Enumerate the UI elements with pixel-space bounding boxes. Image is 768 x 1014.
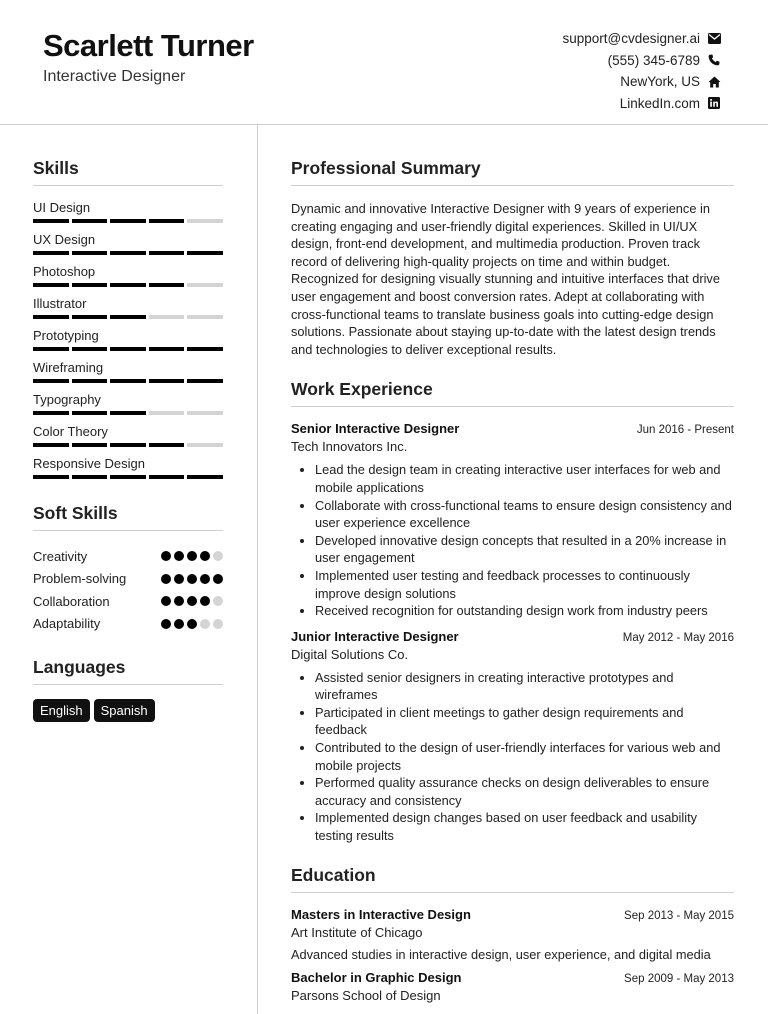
skill-level-segment: [72, 283, 108, 287]
skill-level-segment: [33, 347, 69, 351]
skill-item: [33, 232, 223, 264]
job-dates: Jun 2016 - Present: [636, 424, 734, 437]
soft-skill-item: [33, 590, 223, 613]
work-heading: Work Experience: [291, 379, 734, 407]
education-entry: [291, 970, 734, 1003]
skill-level-segment: [149, 315, 185, 319]
soft-skill-rating: [161, 551, 223, 561]
rating-dot: [200, 551, 210, 561]
summary-text: Dynamic and innovative Interactive Designer with 9 years of experience in creating engaging and user-friendly digital experiences. Skilled in UI/UX design, front-end development, and multimedia production. Proven track record of delivering high-quality projects on time and within budget. Recognized for designing visually stunning and intuitive interfaces that drive user engagement and boost conversion rates. Adept at collaborating with cross-functional teams to translate business goals into cutting-edge design solutions. Passionate about staying up-to-date with the latest design trends and technologies to deliver exceptional results.: [291, 201, 720, 357]
rating-dot: [213, 619, 223, 629]
job-bullets: [291, 669, 734, 845]
skill-level-segment: [110, 251, 146, 255]
job-dates: May 2012 - May 2016: [622, 631, 734, 644]
soft-skill-item: [33, 568, 223, 591]
skill-item: [33, 264, 223, 296]
skill-level-segment: [110, 315, 146, 319]
soft-skill-rating: [161, 619, 223, 629]
degree-title: Masters in Interactive Design: [291, 906, 471, 922]
skill-level-segment: [33, 251, 69, 255]
skill-level-segment: [149, 443, 185, 447]
skill-level-bar: [33, 219, 223, 223]
skill-level-bar: [33, 443, 223, 447]
soft-skill-item: [33, 545, 223, 568]
job-entry: [291, 421, 734, 619]
skill-name: Prototyping: [33, 328, 99, 343]
left-column: [33, 158, 223, 722]
rating-dot: [161, 596, 171, 606]
skill-level-segment: [110, 475, 146, 479]
degree-title: Bachelor in Graphic Design: [291, 969, 462, 985]
skill-level-bar: [33, 379, 223, 383]
skill-name: Illustrator: [33, 296, 87, 311]
rating-dot: [200, 596, 210, 606]
rating-dot: [200, 619, 210, 629]
rating-dot: [174, 596, 184, 606]
skill-item: [33, 392, 223, 424]
skill-level-segment: [110, 347, 146, 351]
skill-level-segment: [33, 315, 69, 319]
languages-list: [33, 699, 223, 722]
education-description: Advanced studies in interactive design, user experience, and digital media: [291, 946, 711, 962]
skill-item: [33, 360, 223, 392]
education-dates: Sep 2013 - May 2015: [624, 909, 734, 922]
soft-skills-list: [33, 545, 223, 635]
soft-skill-name: Creativity: [33, 548, 88, 564]
skill-item: [33, 424, 223, 456]
skill-level-segment: [110, 411, 146, 415]
skill-item: [33, 296, 223, 328]
job-company: Tech Innovators Inc.: [291, 439, 408, 455]
skill-level-segment: [33, 283, 69, 287]
contact-phone-text: (555) 345-6789: [607, 52, 700, 68]
skill-level-segment: [110, 283, 146, 287]
skill-level-segment: [72, 347, 108, 351]
skill-level-segment: [187, 251, 223, 255]
skills-list: [33, 200, 223, 488]
language-badge: Spanish: [94, 699, 155, 722]
education-dates: Sep 2009 - May 2013: [624, 972, 734, 985]
rating-dot: [161, 574, 171, 584]
skill-level-segment: [72, 251, 108, 255]
contact-list: [562, 28, 721, 114]
skill-level-bar: [33, 315, 223, 319]
rating-dot: [187, 551, 197, 561]
rating-dot: [187, 574, 197, 584]
skill-level-segment: [33, 379, 69, 383]
skill-level-segment: [187, 219, 223, 223]
education-heading: Education: [291, 865, 734, 893]
job-bullet: • Implemented design changes based on user feedback and usability testing results: [315, 809, 734, 844]
rating-dot: [213, 596, 223, 606]
skill-level-segment: [72, 379, 108, 383]
skill-item: [33, 328, 223, 360]
soft-skill-name: Collaboration: [33, 593, 110, 609]
rating-dot: [200, 574, 210, 584]
job-title: Junior Interactive Designer: [291, 628, 459, 644]
contact-email-text: support@cvdesigner.ai: [562, 31, 700, 47]
skill-level-segment: [187, 379, 223, 383]
home-icon: [707, 75, 721, 89]
rating-dot: [161, 551, 171, 561]
job-bullets: [291, 461, 734, 619]
skill-level-segment: [72, 315, 108, 319]
soft-skill-item: [33, 613, 223, 636]
skill-level-segment: [149, 475, 185, 479]
skill-level-segment: [110, 379, 146, 383]
summary-heading: Professional Summary: [291, 158, 734, 186]
skill-name: UX Design: [33, 232, 96, 247]
job-entry: [291, 629, 734, 845]
skill-name: Photoshop: [33, 264, 96, 279]
school-name: Art Institute of Chicago: [291, 924, 423, 940]
rating-dot: [187, 619, 197, 629]
soft-skill-rating: [161, 596, 223, 606]
skill-name: Wireframing: [33, 360, 104, 375]
job-title: Senior Interactive Designer: [291, 421, 460, 437]
soft-skill-name: Adaptability: [33, 616, 101, 632]
skill-level-segment: [33, 411, 69, 415]
skill-item: [33, 456, 223, 488]
skill-level-segment: [149, 379, 185, 383]
rating-dot: [187, 596, 197, 606]
languages-heading: Languages: [33, 657, 223, 685]
job-bullet: • Participated in client meetings to gather design requirements and feedback: [315, 704, 734, 739]
skill-level-segment: [72, 475, 108, 479]
soft-skill-rating: [161, 574, 223, 584]
skill-level-segment: [110, 443, 146, 447]
skill-level-bar: [33, 251, 223, 255]
candidate-name: Scarlett Turner: [43, 28, 254, 63]
rating-dot: [161, 619, 171, 629]
soft-skills-heading: Soft Skills: [33, 503, 223, 531]
job-bullet: • Lead the design team in creating interactive user interfaces for web and mobile applications: [315, 461, 734, 496]
skill-level-bar: [33, 283, 223, 287]
rating-dot: [174, 619, 184, 629]
contact-location: [562, 71, 721, 93]
rating-dot: [213, 551, 223, 561]
skill-level-segment: [149, 251, 185, 255]
column-divider: [257, 125, 258, 1014]
contact-linkedin[interactable]: [562, 93, 721, 115]
soft-skill-name: Problem-solving: [33, 571, 127, 587]
skill-item: [33, 200, 223, 232]
skill-level-segment: [72, 219, 108, 223]
skill-level-bar: [33, 347, 223, 351]
skill-level-segment: [149, 283, 185, 287]
skill-level-segment: [187, 347, 223, 351]
envelope-icon: [707, 32, 721, 46]
skill-level-segment: [33, 443, 69, 447]
contact-phone[interactable]: [562, 50, 721, 72]
skill-level-segment: [149, 411, 185, 415]
skill-level-bar: [33, 411, 223, 415]
skills-heading: Skills: [33, 158, 223, 186]
skill-level-segment: [110, 219, 146, 223]
linkedin-icon: [707, 96, 721, 110]
school-name: Parsons School of Design: [291, 987, 441, 1003]
phone-icon: [707, 53, 721, 67]
resume-header: [0, 0, 768, 125]
rating-dot: [174, 574, 184, 584]
skill-name: Color Theory: [33, 424, 108, 439]
skill-level-segment: [149, 347, 185, 351]
skill-level-segment: [187, 443, 223, 447]
contact-linkedin-text: LinkedIn.com: [619, 95, 700, 111]
job-bullet: • Performed quality assurance checks on design deliverables to ensure accuracy and consistency: [315, 774, 734, 809]
skill-level-segment: [187, 315, 223, 319]
skill-name: UI Design: [33, 200, 91, 215]
language-badge: English: [33, 699, 90, 722]
skill-level-segment: [149, 219, 185, 223]
job-bullet: • Implemented user testing and feedback processes to continuously improve design solutions: [315, 567, 734, 602]
job-bullet: • Collaborate with cross-functional teams to ensure design consistency and user experience excellence: [315, 497, 734, 532]
skill-level-segment: [187, 411, 223, 415]
skill-level-segment: [33, 219, 69, 223]
rating-dot: [174, 551, 184, 561]
rating-dot: [213, 574, 223, 584]
skill-name: Typography: [33, 392, 101, 407]
candidate-title: Interactive Designer: [43, 68, 186, 85]
right-column: [291, 158, 734, 1003]
skill-level-segment: [187, 283, 223, 287]
job-bullet: • Developed innovative design concepts that resulted in a 20% increase in user engagement: [315, 532, 734, 567]
skill-level-segment: [72, 411, 108, 415]
education-entry: [291, 907, 734, 962]
skill-level-bar: [33, 475, 223, 479]
job-bullet: • Received recognition for outstanding design work from industry peers: [315, 602, 734, 620]
job-company: Digital Solutions Co.: [291, 646, 409, 662]
job-bullet: • Assisted senior designers in creating interactive prototypes and wireframes: [315, 669, 734, 704]
skill-name: Responsive Design: [33, 456, 146, 471]
skill-level-segment: [33, 475, 69, 479]
contact-location-text: NewYork, US: [620, 74, 700, 90]
contact-email[interactable]: [562, 28, 721, 50]
skill-level-segment: [187, 475, 223, 479]
job-bullet: • Contributed to the design of user-friendly interfaces for various web and mobile projects: [315, 739, 734, 774]
skill-level-segment: [72, 443, 108, 447]
